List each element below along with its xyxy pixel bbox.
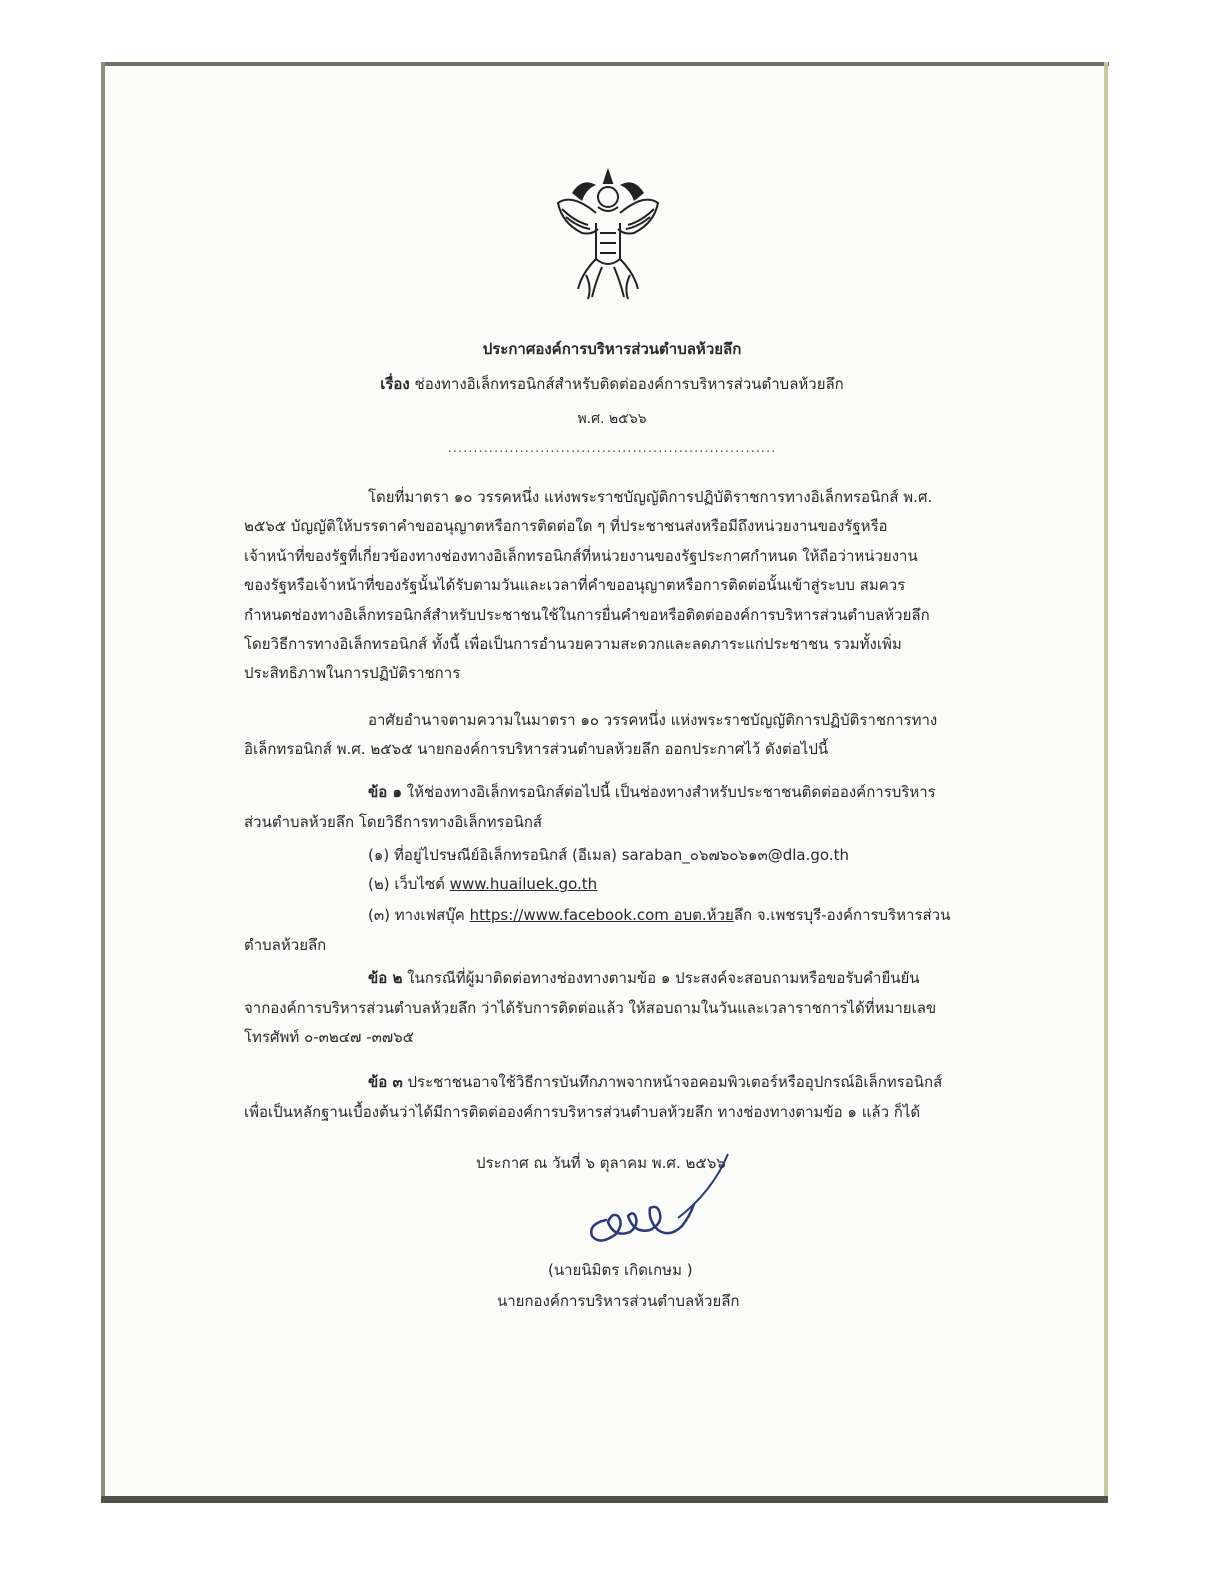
item-facebook xyxy=(368,903,950,927)
clause3-text: ประชาชนอาจใช้วิธีการบันทึกภาพจากหน้าจอคอมพิวเตอร์หรืออุปกรณ์อิเล็กทรอนิกส์ xyxy=(402,1073,943,1091)
clause2-label: ข้อ ๒ xyxy=(368,969,403,987)
item-website-prefix: (๒) เว็บไซต์ xyxy=(368,875,450,893)
scan-edge-right xyxy=(1104,62,1108,1502)
para1-line: กำหนดช่องทางอิเล็กทรอนิกส์สำหรับประชาชนใช้ในการยื่นคำขอหรือติดต่อองค์การบริหารส่วนตำบลห้วยลึก xyxy=(244,606,930,624)
item-facebook-rest: ลึก จ.เพชรบุรี-องค์การบริหารส่วน xyxy=(733,906,951,924)
separator: ................................................................ xyxy=(447,441,777,456)
para1-line: ๒๕๖๕ บัญญัติให้บรรดาคำขออนุญาตหรือการติดต่อใด ๆ ที่ประชาชนส่งหรือมีถึงหน่วยงานของรัฐหรือ xyxy=(244,517,888,535)
clause3-label: ข้อ ๓ xyxy=(368,1073,403,1091)
page-title: ประกาศองค์การบริหารส่วนตำบลห้วยลึก xyxy=(482,340,742,358)
para1-line: โดยที่มาตรา ๑๐ วรรคหนึ่ง แห่งพระราชบัญญัติการปฏิบัติราชการทางอิเล็กทรอนิกส์ พ.ศ. xyxy=(368,488,933,506)
clause2-line2: จากองค์การบริหารส่วนตำบลห้วยลึก ว่าได้รับการติดต่อแล้ว ให้สอบถามในวันและเวลาราชการได้ที่หมายเลข xyxy=(244,999,937,1017)
item-email: (๑) ที่อยู่ไปรษณีย์อิเล็กทรอนิกส์ (อีเมล) saraban_๐๖๗๖๐๖๑๓@dla.go.th xyxy=(368,846,849,864)
clause3-line2: เพื่อเป็นหลักฐานเบื้องต้นว่าได้มีการติดต่อองค์การบริหารส่วนตำบลห้วยลึก ทางช่องทางตามข้อ ๑ แล้ว ก็ได้ xyxy=(244,1103,921,1121)
para1-line: เจ้าหน้าที่ของรัฐที่เกี่ยวข้องทางช่องทางอิเล็กทรอนิกส์ที่หน่วยงานของรัฐประกาศกำหนด ให้ถือว่าหน่วยงาน xyxy=(244,547,918,565)
signer-title: นายกองค์การบริหารส่วนตำบลห้วยลึก xyxy=(497,1292,740,1310)
clause3-line1 xyxy=(368,1070,942,1094)
clause1-text: ให้ช่องทางอิเล็กทรอนิกส์ต่อไปนี้ เป็นช่องทางสำหรับประชาชนติดต่อองค์การบริหาร xyxy=(402,783,936,801)
garuda-emblem-icon xyxy=(552,163,664,303)
subject-text: ช่องทางอิเล็กทรอนิกส์สำหรับติดต่อองค์การบริหารส่วนตำบลห้วยลึก xyxy=(414,375,844,393)
clause2-line1 xyxy=(368,966,920,990)
clause2-text: ในกรณีที่ผู้มาติดต่อทางช่องทางตามข้อ ๑ ประสงค์จะสอบถามหรือขอรับคำยืนยัน xyxy=(402,969,920,987)
subject-label: เรื่อง xyxy=(380,375,410,393)
clause1-line2: ส่วนตำบลห้วยลึก โดยวิธีการทางอิเล็กทรอนิกส์ xyxy=(244,813,543,831)
para1-line: ของรัฐหรือเจ้าหน้าที่ของรัฐนั้นได้รับตามวันและเวลาที่คำขออนุญาตหรือการติดต่อนั้นเข้าสู่ระบบ สมควร xyxy=(244,576,906,594)
document-year: พ.ศ. ๒๕๖๖ xyxy=(577,411,647,427)
scan-edge-bottom xyxy=(101,1496,1108,1503)
item-facebook-prefix: (๓) ทางเฟสบุ๊ค xyxy=(368,906,470,924)
signature xyxy=(578,1180,728,1250)
item-website xyxy=(368,872,597,896)
clause1-label: ข้อ ๑ xyxy=(368,783,403,801)
website-link[interactable]: www.huailuek.go.th xyxy=(449,875,598,893)
para1-line: ประสิทธิภาพในการปฏิบัติราชการ xyxy=(244,664,461,682)
signer-name: (นายนิมิตร เกิดเกษม ) xyxy=(548,1261,693,1279)
clause1-line1 xyxy=(368,780,936,804)
subject-line xyxy=(0,372,1224,396)
facebook-link[interactable]: https://www.facebook.com อบต.ห้วย xyxy=(469,906,734,924)
clause2-line3: โทรศัพท์ ๐-๓๒๔๗ -๓๗๖๕ xyxy=(244,1028,414,1046)
para1-line: โดยวิธีการทางอิเล็กทรอนิกส์ ทั้งนี้ เพื่อเป็นการอำนวยความสะดวกและลดภาระแก่ประชาชน รวมทั้งเพิ่ม xyxy=(244,635,902,653)
para2-line: อิเล็กทรอนิกส์ พ.ศ. ๒๕๖๕ นายกองค์การบริหารส่วนตำบลห้วยลึก ออกประกาศไว้ ดังต่อไปนี้ xyxy=(244,740,829,758)
item-facebook-cont: ตำบลห้วยลึก xyxy=(244,936,327,954)
announce-date: ประกาศ ณ วันที่ ๖ ตุลาคม พ.ศ. ๒๕๖๖ xyxy=(476,1154,726,1172)
para2-line: อาศัยอำนาจตามความในมาตรา ๑๐ วรรคหนึ่ง แห่งพระราชบัญญัติการปฏิบัติราชการทาง xyxy=(368,711,938,729)
